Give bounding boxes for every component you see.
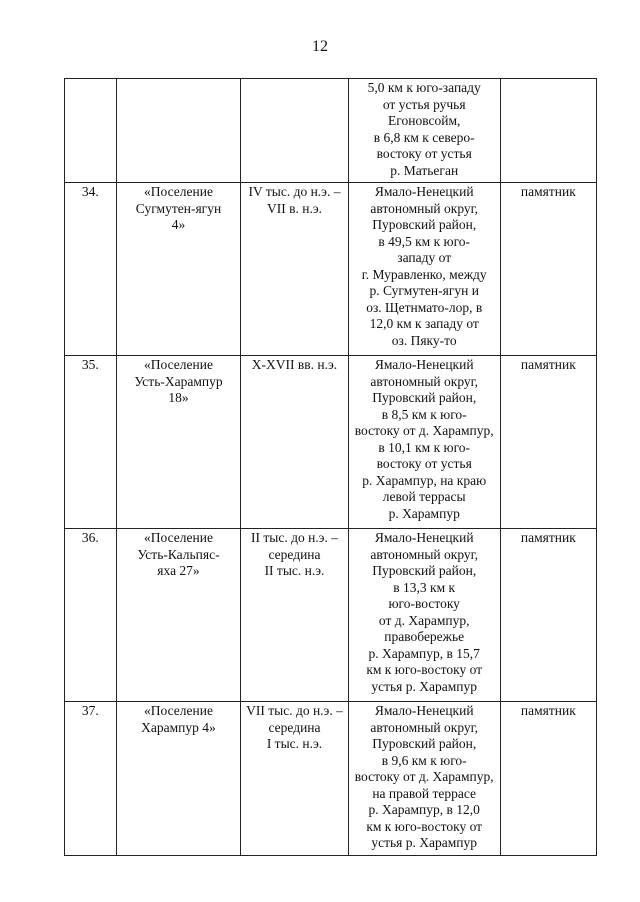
site-name-line: яха 27» xyxy=(157,563,200,578)
location-line: Пуровский район, xyxy=(372,217,477,232)
location-line: р. Харампур, в 12,0 xyxy=(368,802,480,817)
dating-cell xyxy=(241,79,348,183)
location-line: р. Харампур xyxy=(388,505,460,521)
location-line: от д. Харампур, xyxy=(378,612,470,628)
dating-line: середина xyxy=(268,719,321,735)
row-number: 37. xyxy=(81,703,99,718)
site-name-cell xyxy=(116,183,241,356)
site-name-line: 18» xyxy=(168,390,189,405)
location-line: юго-востоку xyxy=(388,596,460,611)
location-line: автономный округ, xyxy=(370,373,479,389)
site-name-line: Усть-Харампур xyxy=(134,373,223,389)
location-line: автономный округ, xyxy=(370,546,479,562)
site-name-cell xyxy=(116,356,241,529)
dating-line: II тыс. н.э. xyxy=(264,563,325,578)
row-number-cell xyxy=(65,356,117,529)
location-line: в 49,5 км к юго- xyxy=(378,233,471,249)
dating-cell xyxy=(241,529,348,702)
location-line: Ямало-Ненецкий xyxy=(374,703,474,718)
location-line: на правой террасе xyxy=(372,785,477,801)
location-line: автономный округ, xyxy=(370,200,479,216)
location-line: востоку от д. Харампур, xyxy=(354,769,494,784)
location-line: востоку от устья xyxy=(376,146,472,161)
table-row xyxy=(65,529,597,702)
location-line: Егоновсойм, xyxy=(388,113,461,128)
location-line: оз. Щетнмато-лор, в xyxy=(366,299,483,315)
dating-line: II тыс. до н.э. – xyxy=(251,530,338,545)
dating-cell xyxy=(241,702,348,856)
location-line: востоку от устья xyxy=(376,456,472,471)
dating-line: I тыс. н.э. xyxy=(266,736,323,751)
row-number-cell xyxy=(65,702,117,856)
location-line: в 13,3 км к xyxy=(393,579,456,595)
location-line: г. Муравленко, между xyxy=(361,266,487,282)
site-name-cell xyxy=(116,79,241,183)
category-label: памятник xyxy=(520,703,576,718)
dating-cell xyxy=(241,356,348,529)
page-number: 12 xyxy=(312,38,328,55)
table-row xyxy=(65,79,597,183)
dating-line: X-XVII вв. н.э. xyxy=(251,357,338,372)
site-name-line: 4» xyxy=(171,217,186,232)
location-cell xyxy=(348,529,500,702)
category-label: памятник xyxy=(520,357,576,372)
row-number-cell xyxy=(65,183,117,356)
category-cell xyxy=(500,702,596,856)
table-row xyxy=(65,183,597,356)
site-name-line: Сугмутен-ягун xyxy=(135,200,222,216)
row-number-cell xyxy=(65,79,117,183)
location-line: км к юго-востоку от xyxy=(366,818,483,834)
dating-line: середина xyxy=(268,546,321,562)
table-row xyxy=(65,356,597,529)
row-number-cell xyxy=(65,529,117,702)
site-name-line: «Поселение xyxy=(144,357,213,372)
category-cell xyxy=(500,529,596,702)
row-number: 34. xyxy=(81,184,99,199)
table-row xyxy=(65,702,597,856)
location-line: устья р. Харампур xyxy=(371,835,478,850)
location-line: от устья ручья xyxy=(382,96,466,112)
location-line: р. Харампур, в 15,7 xyxy=(368,645,480,661)
category-label: памятник xyxy=(520,530,576,545)
location-line: в 6,8 км к северо- xyxy=(373,129,475,145)
location-line: 5,0 км к юго-западу xyxy=(367,80,481,95)
heritage-registry-table xyxy=(64,78,597,856)
location-line: в 10,1 км к юго- xyxy=(378,439,471,455)
location-line: устья р. Харампур xyxy=(371,678,478,694)
category-cell xyxy=(500,79,596,183)
location-line: Пуровский район, xyxy=(372,390,477,405)
location-line: востоку от д. Харампур, xyxy=(354,423,494,438)
location-line: р. Харампур, на краю xyxy=(362,472,487,488)
dating-cell xyxy=(241,183,348,356)
row-number: 36. xyxy=(81,530,99,545)
site-name-cell xyxy=(116,702,241,856)
location-line: р. Сугмутен-ягун и xyxy=(369,283,479,298)
row-number: 35. xyxy=(81,357,99,372)
location-line: в 9,6 км к юго- xyxy=(381,752,467,768)
site-name-line: «Поселение xyxy=(144,530,213,545)
site-name-line: «Поселение xyxy=(144,703,213,718)
site-name-line: Харампур 4» xyxy=(141,719,216,735)
site-name-line: Усть-Кальпяс- xyxy=(137,546,220,562)
location-line: оз. Пяку-то xyxy=(391,332,457,348)
location-cell xyxy=(348,702,500,856)
dating-line: IV тыс. до н.э. – xyxy=(248,184,341,199)
location-line: Ямало-Ненецкий xyxy=(374,530,474,545)
location-cell xyxy=(348,183,500,356)
location-line: в 8,5 км к юго- xyxy=(381,406,467,422)
location-cell xyxy=(348,356,500,529)
site-name-line: «Поселение xyxy=(144,184,213,199)
dating-line: VII тыс. до н.э. – xyxy=(246,703,343,718)
location-line: левой террасы xyxy=(382,489,466,504)
location-line: Пуровский район, xyxy=(372,736,477,751)
site-name-cell xyxy=(116,529,241,702)
category-cell xyxy=(500,183,596,356)
location-line: Ямало-Ненецкий xyxy=(374,184,474,199)
location-line: р. Матьеган xyxy=(390,162,459,178)
location-line: км к юго-востоку от xyxy=(366,662,483,677)
location-line: правобережье xyxy=(384,629,465,644)
location-line: 12,0 км к западу от xyxy=(369,316,479,331)
table-body xyxy=(65,79,597,856)
category-label: памятник xyxy=(520,184,576,199)
location-line: автономный округ, xyxy=(370,719,479,735)
dating-line: VII в. н.э. xyxy=(266,200,322,216)
location-line: западу от xyxy=(397,250,452,265)
location-cell xyxy=(348,79,500,183)
location-line: Пуровский район, xyxy=(372,563,477,578)
location-line: Ямало-Ненецкий xyxy=(374,357,474,372)
category-cell xyxy=(500,356,596,529)
